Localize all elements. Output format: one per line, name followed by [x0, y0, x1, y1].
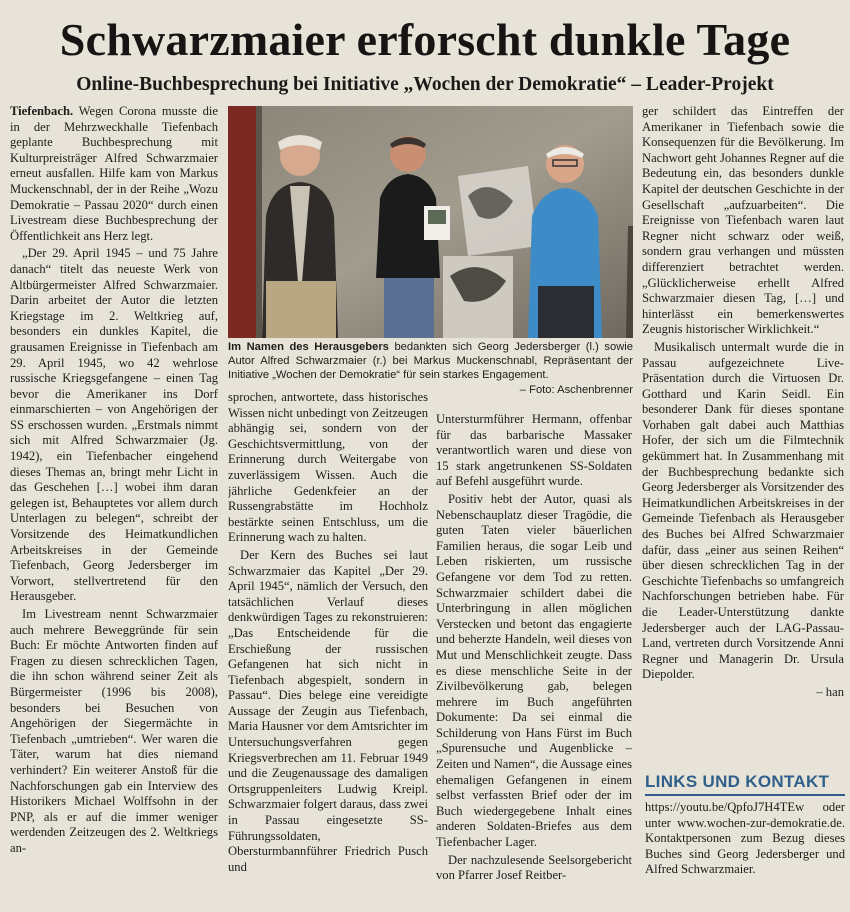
- article-column-1: [10, 104, 218, 904]
- links-box-rule: [645, 794, 845, 796]
- photo-three-men-with-book: [228, 106, 633, 338]
- article-column-2: [228, 390, 428, 905]
- author-signature: – han: [816, 684, 844, 699]
- article-paragraph: „Der 29. April 1945 – und 75 Jahre danach“ titelt das neueste Werk von Altbürgermeister Alfred Schwarzmaier. Darin arbeitet der Autor die letzten Kriegstage im 2. Weltkrieg auf, besonders ein dunkles Kapitel, die grausamen Ereignisse in Tiefenbach am 29. April 1945, wo 42 wehrlose russische Kriegsgefangene – einen Tag bevor die Amerikaner ins Dorf einmarschierten – von Angehörigen der SS erschossen wurden. „Erstmals nimmt sich mit Alfred Schwarzmaier (Jg. 1942), ein Tiefenbacher eingehend dieses Themas an, bringt mehr Licht in das Geschehen […] wobei ihm daran gelegen ist, Behauptetes vor allem durch Unterlagen zu belegen“, schreibt der Vorsitzende des Heimatkundlichen Arbeitskreises in der Gemeinde Tiefenbach, Georg Jedersberger im Vorwort, stellvertretend für den Herausgeber.: [10, 246, 218, 604]
- article-paragraph: Im Livestream nennt Schwarzmaier auch mehrere Beweggründe für sein Buch: Er möchte Antworten finden auf Fragen zu diesen schrecklichen Tagen, die ihn schon während seiner Zeit als Bürgermeister (1996 bis 2008), besonders bei Besuchen von Angehörigen der Siegermächte in Tiefenbach „umtrieben“. Wer waren die Täter, warum hat dies niemand verhindert? Ein weiterer Anstoß für die Nachforschungen gab ein Interview des Historikers Michael Wolffsohn in der PNP, als er auf die immer weniger werdenden Zeitzeugen des 2. Weltkriegs an-: [10, 607, 218, 855]
- links-box-body: [645, 800, 845, 908]
- article-paragraph: Der Kern des Buches sei laut Schwarzmaier das Kapitel „Der 29. April 1945“, nämlich der Versuch, den tatsächlichen Verlauf dieses denkwürdigen Tages zu rekonstruieren: „Das Entscheidende für die Erschießung der russischen Gefangenen hat sich nicht in Tiefenbach abgespielt, sondern in Passau“. Dies belege eine vereidigte Aussage der Zeugin aus Tiefenbach, Maria Hausner vor dem Amtsrichter im Untersuchungsverfahren gegen Kriegsverbrechen am 11. Februar 1949 und die Zeugenaussage des damaligen Ortsgruppenleiters Ludwig Kreipl. Schwarzmaier folgert daraus, dass zwei in Passau eingesetzte SS-Führungssoldaten, Obersturmbannführer Friedrich Pusch und: [228, 547, 428, 874]
- article-photo: [228, 106, 633, 338]
- article-column-3: [436, 412, 632, 905]
- paragraph-text: Wegen Corona musste die in der Mehrzweckhalle Tiefenbach geplante Buchbesprechung mit Kulturpreisträger Alfred Schwarzmaier erneut ausfallen. Hilfe kam von Markus Muckenschnabl, der in der Reihe „Wozu Demokratie – Passau 2020“ durch einen Livestream diese Buchbesprechung der Öffentlichkeit ans Herz legt.: [10, 104, 218, 243]
- links-box-text: https://youtu.be/QpfoJ7H4TEw oder unter www.wochen-zur-demokratie.de. Kontaktpersonen zum Bezug dieses Buches sind Georg Jedersberger und Alfred Schwarzmaier.: [645, 800, 845, 877]
- article-paragraph: Der nachzulesende Seelsorgebericht von Pfarrer Josef Reitber-: [436, 852, 632, 883]
- article-paragraph: sprochen, antwortete, dass historisches Wissen nicht unbedingt von Zeitzeugen abhängig sei, sondern von der Geschichtsvermittlung, von der Erinnerung durch Weitergabe von zuverlässigem Wissen. Auch die jährliche Gedenkfeier an der Russengrabstätte im Hochholz bestärkte seinen Entschluss, um die Erinnerung wach zu halten.: [228, 390, 428, 545]
- article-column-4: [642, 104, 844, 764]
- article-paragraph: Positiv hebt der Autor, quasi als Nebenschauplatz dieser Tragödie, die guten Taten vieler bäuerlichen Familien heraus, die sogar Leib und Leben riskierten, um russische Gefangene vor dem Tod zu retten. Schwarzmaier schildert dabei die Unterbringung in allen möglichen Verstecken und betont das engagierte und beherzte Handeln, weil dieses von Mut und Menschlichkeit zeugte. Dass es diese menschliche Seite in der Zivilbevölkerung gab, belegen mehrere im Buch angeführten Dokumente: Da sei einmal die Schilderung von Hans Fürst im Buch „Spurensuche und Augenblicke – Zeiten und Namen“, die Aussage eines ehemaligen Gefangenen in einem selbst verfassten Brief oder der im Buch wiedergegebene Inhalt eines anderen Soldaten-Briefes aus dem Tiefenbacher Lager.: [436, 491, 632, 850]
- photo-credit: – Foto: Aschenbrenner: [519, 383, 633, 396]
- caption-text: bedankten sich Georg Jedersberger (l.) sowie Autor Alfred Schwarzmaier (r.) bei Markus Muckenschnabl, Repräsentant der Initiative „Wochen der Demokratie“ für sein starkes Engagement.: [228, 341, 633, 382]
- links-box-title: LINKS UND KONTAKT: [645, 772, 830, 791]
- article-paragraph: [10, 104, 218, 244]
- dateline: Tiefenbach.: [10, 104, 74, 118]
- article-headline: Schwarzmaier erforscht dunkle Tage: [59, 14, 791, 65]
- article-subhead: Online-Buchbesprechung bei Initiative „Wochen der Demokratie“ – Leader-Projekt: [76, 74, 774, 95]
- article-paragraph: Musikalisch untermalt wurde die in Passau aufgezeichnete Live-Präsentation durch die Virtuosen Dr. Gotthard und Karin Seidl. Ein besonderer Dank für dieses spontane Vorhaben galt dabei auch Matthias Hofer, der sich um die Filmtechnik gekümmert hat. In Zusammenhang mit der Buchbesprechung bedankte sich Georg Jedersberger als Vorsitzender des Heimatkundlichen Arbeitskreises in der Gemeinde Tiefenbach als Herausgeber des Buches bei Alfred Schwarzmaier dafür, dass „einer aus seinen Reihen“ über diesen schrecklichen Tag in der Geschichte Tiefenbachs so umfangreich Nachforschungen betrieben habe. Für die Leader-Unterstützung dankte Jedersberger auch der LAG-Passau-Land, vertreten durch Vorsitzende Anni Regner und Managerin Dr. Ursula Diepolder.: [642, 339, 844, 682]
- article-paragraph: ger schildert das Eintreffen der Amerikaner in Tiefenbach sowie die Konsequenzen für die Bevölkerung. Im Nachwort geht Johannes Regner auf die Bedeutung ein, das besonders dunkle Kapitel der deutschen Geschichte in der Gesellschaft „aufzuarbeiten“. Die Ereignisse von Tiefenbach waren laut Regner nicht schwarz oder weiß, sondern grau verhangen und müssten differenziert betrachtet werden. „Glücklicherweise erhellt Alfred Schwarzmaier diesen Tag, […] und hinterlässt ein bemerkenswertes Zeugnis historischer Wirklichkeit.“: [642, 104, 844, 337]
- caption-lead: Im Namen des Herausgebers: [228, 341, 389, 353]
- article-paragraph: Untersturmführer Hermann, offenbar für das barbarische Massaker verantwortlich waren und diese von 15 stark angetrunkenen SS-Soldaten auf Befehl ausgeführt wurde.: [436, 412, 632, 489]
